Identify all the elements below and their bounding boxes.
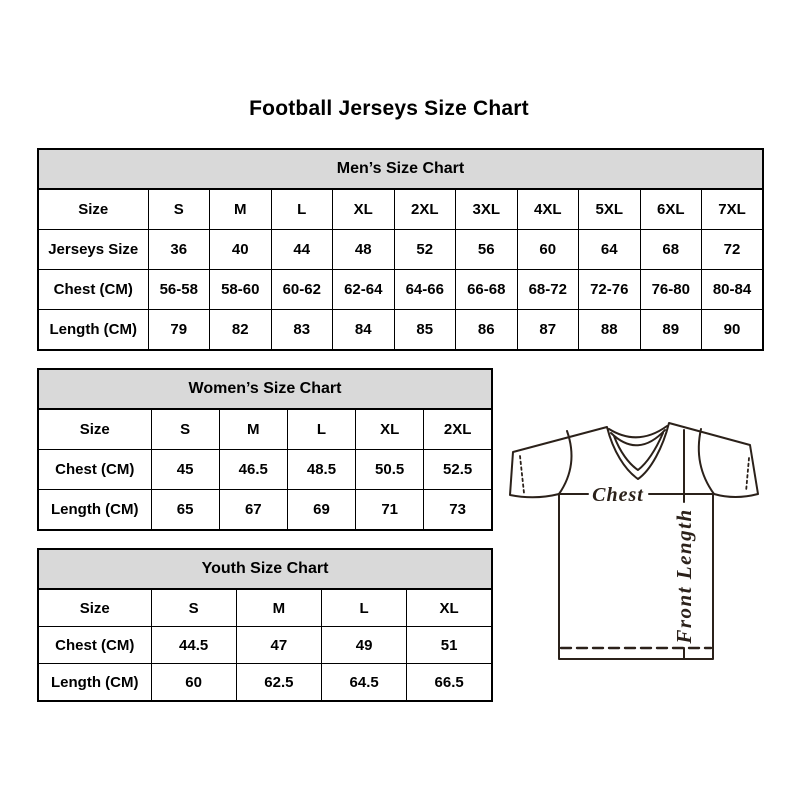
value-cell: 83 [271, 310, 333, 351]
value-cell: 79 [148, 310, 210, 351]
table-header-row [38, 549, 492, 589]
value-cell: 87 [517, 310, 579, 351]
value-cell: S [151, 409, 219, 450]
value-cell: 60-62 [271, 270, 333, 310]
value-cell: 76-80 [640, 270, 702, 310]
value-cell: L [271, 189, 333, 230]
value-cell: 80-84 [702, 270, 764, 310]
value-cell: 40 [210, 230, 272, 270]
table-row [38, 310, 763, 351]
value-cell: 48.5 [287, 450, 355, 490]
value-cell: 64.5 [322, 664, 407, 702]
row-header-cell: Size [38, 409, 151, 450]
value-cell: 62-64 [333, 270, 395, 310]
value-cell: 56 [456, 230, 518, 270]
value-cell: S [151, 589, 236, 627]
row-header-cell: Chest (CM) [38, 270, 148, 310]
page-title: Football Jerseys Size Chart [249, 97, 529, 120]
value-cell: L [287, 409, 355, 450]
value-cell: 69 [287, 490, 355, 531]
value-cell: 44.5 [151, 627, 236, 664]
value-cell: 68-72 [517, 270, 579, 310]
value-cell: 51 [407, 627, 492, 664]
row-header-cell: Length (CM) [38, 664, 151, 702]
table-row [38, 490, 492, 531]
value-cell: L [322, 589, 407, 627]
value-cell: M [210, 189, 272, 230]
table-row [38, 450, 492, 490]
right-cuff-stitch-line [746, 458, 749, 492]
value-cell: 66.5 [407, 664, 492, 702]
youth-table-body [38, 589, 492, 701]
value-cell: 4XL [517, 189, 579, 230]
value-cell: 66-68 [456, 270, 518, 310]
value-cell: 47 [236, 627, 321, 664]
front-length-label: Front Length [672, 508, 696, 644]
womens-size-table [37, 368, 493, 531]
value-cell: 2XL [424, 409, 492, 450]
left-cuff-stitch-line [520, 456, 524, 493]
right-armhole-seam [699, 429, 714, 494]
value-cell: 50.5 [356, 450, 424, 490]
mens-size-table [37, 148, 764, 351]
row-header-cell: Length (CM) [38, 490, 151, 531]
value-cell: 90 [702, 310, 764, 351]
table-row [38, 409, 492, 450]
row-header-cell: Size [38, 589, 151, 627]
row-header-cell: Length (CM) [38, 310, 148, 351]
table-header-row [38, 149, 763, 189]
value-cell: M [236, 589, 321, 627]
value-cell: 5XL [579, 189, 641, 230]
table-header-row [38, 369, 492, 409]
womens-table-title: Women’s Size Chart [38, 369, 492, 409]
jersey-outline-shape [510, 423, 758, 659]
value-cell: 67 [219, 490, 287, 531]
value-cell: 62.5 [236, 664, 321, 702]
value-cell: 52 [394, 230, 456, 270]
table-row [38, 230, 763, 270]
value-cell: 72-76 [579, 270, 641, 310]
table-row [38, 589, 492, 627]
table-row [38, 270, 763, 310]
value-cell: 89 [640, 310, 702, 351]
value-cell: 85 [394, 310, 456, 351]
value-cell: 65 [151, 490, 219, 531]
value-cell: 86 [456, 310, 518, 351]
value-cell: 73 [424, 490, 492, 531]
value-cell: 36 [148, 230, 210, 270]
value-cell: 7XL [702, 189, 764, 230]
value-cell: 60 [517, 230, 579, 270]
left-armhole-seam [559, 431, 572, 494]
value-cell: 6XL [640, 189, 702, 230]
table-row [38, 189, 763, 230]
value-cell: 72 [702, 230, 764, 270]
value-cell: 71 [356, 490, 424, 531]
jersey-measurement-diagram [503, 407, 771, 675]
chest-label: Chest [592, 484, 644, 506]
value-cell: 84 [333, 310, 395, 351]
youth-table-title: Youth Size Chart [38, 549, 492, 589]
row-header-cell: Chest (CM) [38, 450, 151, 490]
value-cell: 58-60 [210, 270, 272, 310]
value-cell: 60 [151, 664, 236, 702]
value-cell: 46.5 [219, 450, 287, 490]
value-cell: 52.5 [424, 450, 492, 490]
row-header-cell: Chest (CM) [38, 627, 151, 664]
value-cell: 2XL [394, 189, 456, 230]
womens-table-body [38, 409, 492, 530]
value-cell: 68 [640, 230, 702, 270]
value-cell: 45 [151, 450, 219, 490]
mens-table-body [38, 189, 763, 350]
value-cell: 44 [271, 230, 333, 270]
value-cell: 64 [579, 230, 641, 270]
value-cell: XL [333, 189, 395, 230]
value-cell: 82 [210, 310, 272, 351]
value-cell: 88 [579, 310, 641, 351]
value-cell: 49 [322, 627, 407, 664]
youth-size-table [37, 548, 493, 702]
row-header-cell: Size [38, 189, 148, 230]
value-cell: XL [356, 409, 424, 450]
table-row [38, 627, 492, 664]
table-row [38, 664, 492, 702]
value-cell: 3XL [456, 189, 518, 230]
row-header-cell: Jerseys Size [38, 230, 148, 270]
value-cell: M [219, 409, 287, 450]
mens-table-title: Men’s Size Chart [38, 149, 763, 189]
value-cell: XL [407, 589, 492, 627]
value-cell: 64-66 [394, 270, 456, 310]
value-cell: 56-58 [148, 270, 210, 310]
value-cell: S [148, 189, 210, 230]
value-cell: 48 [333, 230, 395, 270]
